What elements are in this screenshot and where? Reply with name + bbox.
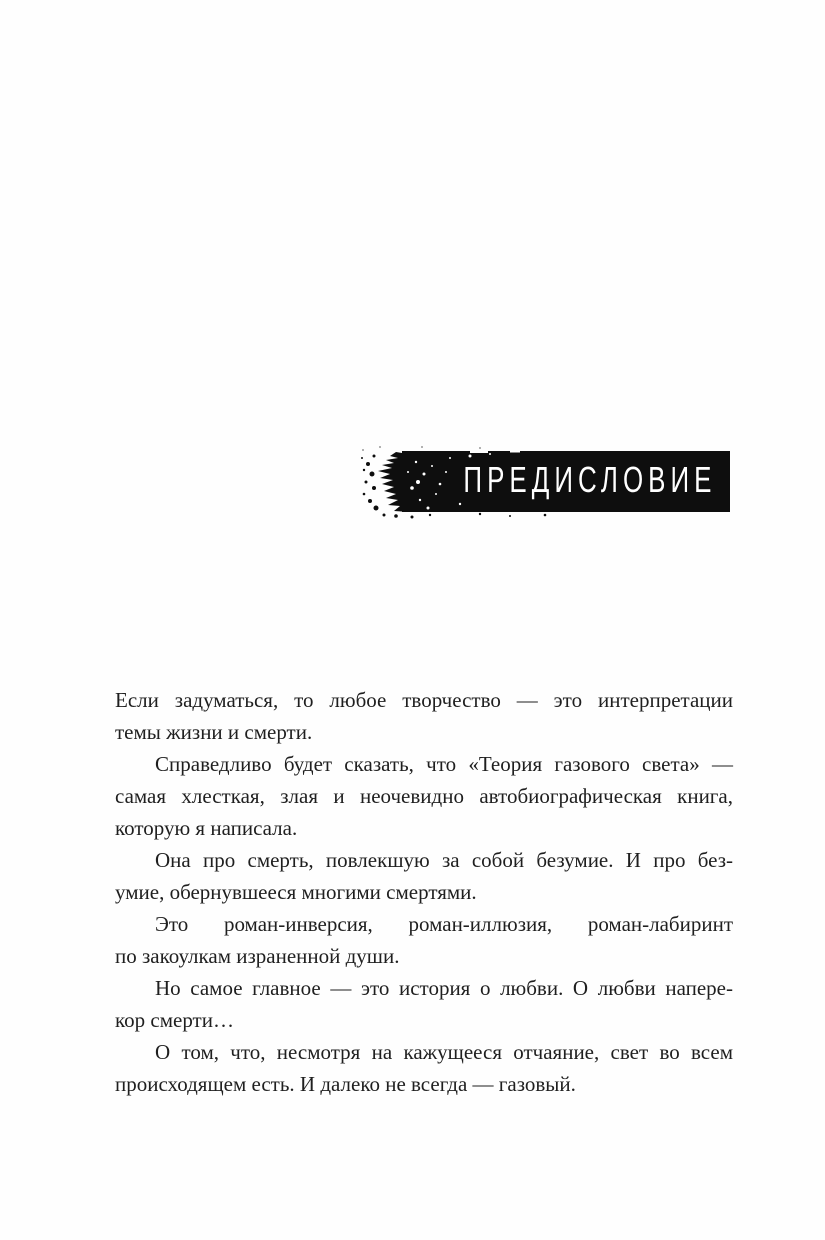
text-line: Она про смерть, повлекшую за собой безумие. И про без- xyxy=(155,848,733,872)
text-line: самая хлесткая, злая и неочевидно автобиографическая книга, xyxy=(115,784,733,808)
chapter-title: ПРЕДИСЛОВИЕ xyxy=(462,459,716,501)
text-line: Но самое главное — это история о любви. О любви напере- xyxy=(155,976,733,1000)
text-line: по закоулкам израненной души. xyxy=(115,944,400,968)
text-line: Справедливо будет сказать, что «Теория газового света» — xyxy=(155,752,733,776)
chapter-banner xyxy=(360,444,730,520)
text-line: которую я написала. xyxy=(115,816,298,840)
text-line: О том, что, несмотря на кажущееся отчаяние, свет во всем xyxy=(155,1040,733,1064)
body-text xyxy=(115,684,733,1100)
text-line: Это роман-инверсия, роман-иллюзия, роман-лабиринт xyxy=(155,912,733,936)
text-line: Если задуматься, то любое творчество — это интерпретации xyxy=(115,688,733,712)
text-line: происходящем есть. И далеко не всегда — газовый. xyxy=(115,1072,576,1096)
text-line: темы жизни и смерти. xyxy=(115,720,313,744)
text-line: кор смерти… xyxy=(115,1008,234,1032)
text-line: умие, обернувшееся многими смертями. xyxy=(115,880,477,904)
